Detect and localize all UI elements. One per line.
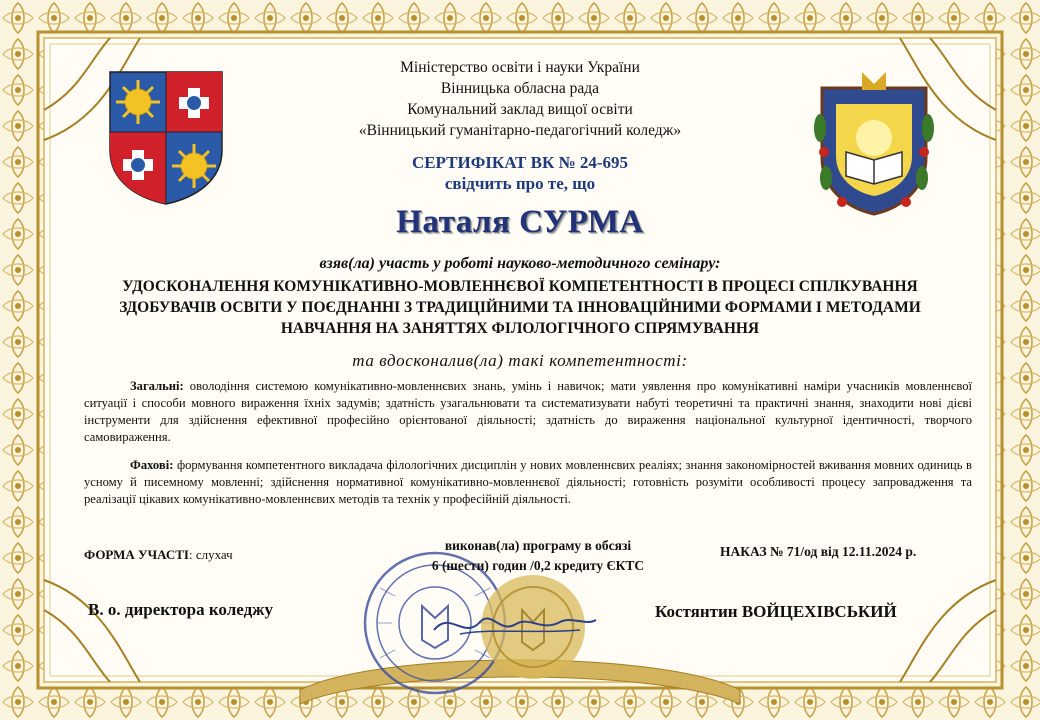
certifies-text: свідчить про те, що <box>444 174 596 193</box>
participation-form <box>84 547 233 563</box>
signer-name: Костянтин ВОЙЦЕХІВСЬКИЙ <box>655 602 897 621</box>
general-competencies-text: оволодіння системою комунікативно-мовленнєвих знань, умінь і навичок; мати уявлення про комунікативні наміри учасників мовленнєвої ситуації і способи мовного вираження їхніх задумів; здатність узагальнювати та систематизувати набуті теоретичні та практичні знання, знаходити нові дієві інструменти для здійснення ефективної професійно орієнтованої діяльності; здатність до вираження національної культурної ідентичності, творчого самовираження. <box>84 379 972 444</box>
professional-competencies-label: Фахові: <box>130 458 174 472</box>
institution-type-line: Комунальний заклад вищої освіти <box>407 101 633 118</box>
program-volume-line2: 6 (шести) годин /0,2 кредиту ЄКТС <box>431 558 645 573</box>
general-competencies <box>84 378 972 446</box>
issuer-block <box>300 57 740 141</box>
professional-competencies <box>84 457 972 508</box>
participation-form-label: ФОРМА УЧАСТІ <box>84 547 189 562</box>
general-competencies-label: Загальні: <box>130 379 184 393</box>
participation-text: взяв(ла) участь у роботі науково-методичного семінару: <box>319 255 721 272</box>
program-volume <box>398 536 678 576</box>
professional-competencies-text: формування компетентного викладача філологічних дисциплін у нових мовленнєвих реаліях; знання закономірностей вживання мовних одиниць в усному й писемному мовленні; здійснення нормативної комунікативно-мовленнєвої діяльності; готовність розуміти особливості процесу запровадження та реалізації цікавих комунікативно-мовленнєвих методів та технік у професійній діяльності. <box>84 458 972 506</box>
order-reference: НАКАЗ № 71/од від 12.11.2024 р. <box>720 544 917 559</box>
director-title: В. о. директора коледжу <box>88 600 273 619</box>
certificate-number: СЕРТИФІКАТ ВК № 24-695 <box>411 153 629 172</box>
participation-form-value: : слухач <box>188 547 233 562</box>
improved-competencies-heading: та вдосконалив(ла) такі компетентності: <box>352 351 688 370</box>
signature-icon <box>430 604 600 644</box>
program-volume-line1: виконав(ла) програму в обсязі <box>444 538 632 553</box>
seminar-topic: УДОСКОНАЛЕННЯ КОМУНІКАТИВНО-МОВЛЕННЄВОЇ КОМПЕТЕНТНОСТІ В ПРОЦЕСІ СПІЛКУВАННЯ ЗДОБУВАЧІВ ОСВІТИ У ПОЄДНАННІ З ТРАДИЦІЙНИМИ ТА ІННОВАЦІЙНИМИ ФОРМАМИ І МЕТОДАМИ НАВЧАННЯ НА ЗАНЯТТЯХ ФІЛОЛОГІЧНОГО СПРЯМУВАННЯ <box>119 278 921 337</box>
college-name-line: «Вінницький гуманітарно-педагогічний коледж» <box>358 122 682 139</box>
recipient-name: Наталя СУРМА <box>396 204 644 240</box>
college-emblem-icon <box>812 68 936 218</box>
ministry-line: Міністерство освіти і науки України <box>400 59 640 76</box>
council-line: Вінницька обласна рада <box>440 80 600 97</box>
certificate-number-block <box>0 152 1040 194</box>
